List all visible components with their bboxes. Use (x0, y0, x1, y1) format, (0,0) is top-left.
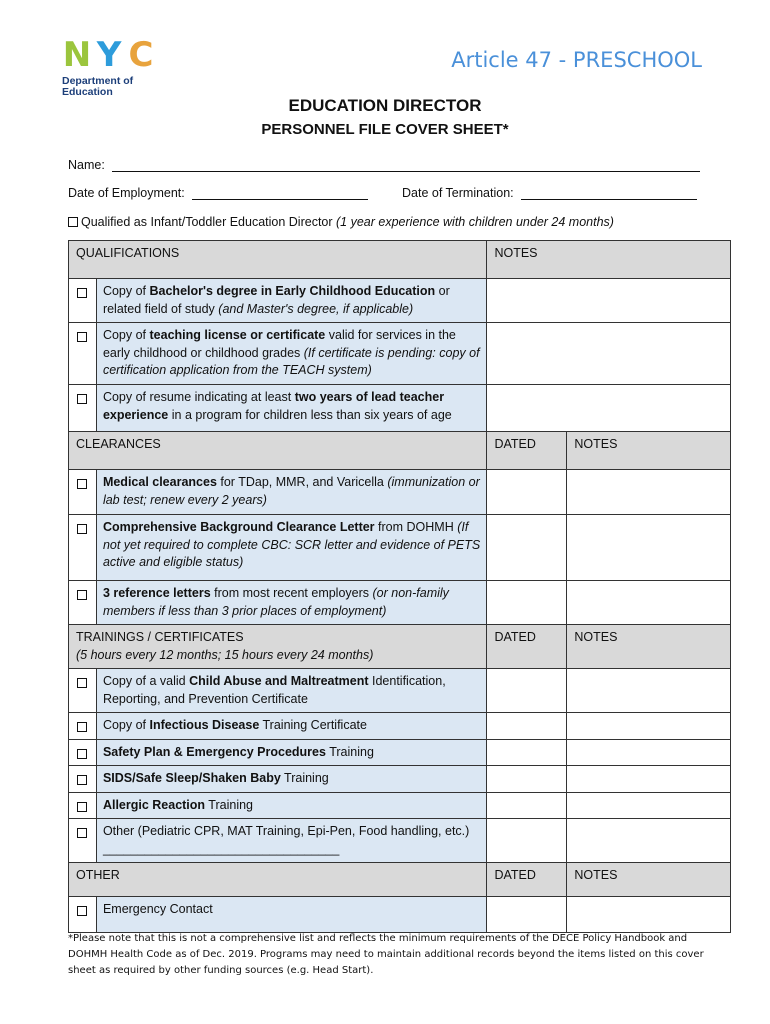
table-row (69, 766, 731, 793)
trainings-notes-header: NOTES (567, 625, 731, 669)
item-checkbox[interactable] (77, 479, 87, 489)
item-text-c: or related field of study (102, 284, 450, 316)
item-text-c: Training Certificate (259, 718, 367, 732)
article-heading: Article 47 - PRESCHOOL (451, 48, 702, 72)
item-text-c: valid for services in the early childhood or childhood grades (102, 328, 456, 360)
item-checkbox-cell[interactable] (69, 766, 97, 793)
dated-cell[interactable] (487, 470, 567, 515)
item-text-italic: (If not yet required to complete CBC: SCR letter and evidence of PETS active and eligible status) (102, 520, 481, 569)
item-checkbox-cell[interactable] (69, 279, 97, 323)
table-row (69, 897, 731, 933)
item-text-c: from most recent employers (210, 586, 373, 600)
item-checkbox[interactable] (77, 332, 87, 342)
item-text-bold: Child Abuse and Maltreatment (189, 674, 369, 688)
notes-cell[interactable] (567, 766, 731, 793)
item-checkbox-cell[interactable] (69, 323, 97, 385)
item-checkbox-cell[interactable] (69, 385, 97, 432)
notes-cell[interactable] (487, 323, 731, 385)
trainings-header: TRAININGS / CERTIFICATES (5 hours every 12 months; 15 hours every 24 months) (69, 625, 487, 669)
dated-cell[interactable] (487, 713, 567, 740)
notes-cell[interactable] (567, 819, 731, 863)
clearances-header-row (69, 432, 731, 470)
item-text-bold: teaching license or certificate (149, 328, 326, 342)
item-description (96, 819, 487, 863)
table-row (69, 385, 731, 432)
item-description (96, 713, 487, 740)
qualified-label: Qualified as Infant/Toddler Education Director (81, 215, 333, 229)
item-checkbox-cell[interactable] (69, 470, 97, 515)
other-header: OTHER (69, 863, 487, 897)
document-subtitle: PERSONNEL FILE COVER SHEET* (261, 121, 509, 138)
employment-date-field[interactable] (192, 188, 368, 200)
footnote: *Please note that this is not a comprehensive list and reflects the minimum requirements of the DECE Policy Handbook and DOHMH Health Code as of Dec. 2019. Programs may need to maintain additional records beyond the items listed on this cover sheet as required by other funding sources (e.g. Head Start). (68, 933, 704, 976)
dated-cell[interactable] (487, 739, 567, 766)
qualifications-notes-header: NOTES (487, 241, 731, 279)
item-checkbox[interactable] (77, 722, 87, 732)
dated-cell[interactable] (487, 819, 567, 863)
notes-cell[interactable] (567, 897, 731, 933)
notes-cell[interactable] (567, 713, 731, 740)
item-text-bold: Bachelor's degree in Early Childhood Education (149, 284, 436, 298)
notes-cell[interactable] (567, 515, 731, 581)
name-field[interactable] (112, 160, 700, 172)
item-text-bold: 3 reference letters (102, 586, 211, 600)
item-text-c: for TDap, MMR, and Varicella (216, 475, 388, 489)
item-text-a: Other (Pediatric CPR, MAT Training, Epi-Pen, Food handling, etc.) (102, 824, 470, 838)
table-row (69, 739, 731, 766)
dated-cell[interactable] (487, 581, 567, 625)
termination-field-row (402, 186, 697, 200)
notes-cell[interactable] (567, 739, 731, 766)
trainings-dated-header: DATED (487, 625, 567, 669)
termination-date-field[interactable] (521, 188, 697, 200)
logo-letter-c: C (128, 35, 154, 75)
item-checkbox[interactable] (77, 590, 87, 600)
item-checkbox[interactable] (77, 802, 87, 812)
qualifications-header-row (69, 241, 731, 279)
dated-cell[interactable] (487, 669, 567, 713)
employment-label: Date of Employment: (68, 186, 185, 200)
item-checkbox[interactable] (77, 524, 87, 534)
item-checkbox-cell[interactable] (69, 713, 97, 740)
item-text-c: Identification, Reporting, and Prevention Certificate (102, 674, 446, 706)
item-text-bold: Infectious Disease (149, 718, 260, 732)
table-row (69, 515, 731, 581)
table-row (69, 669, 731, 713)
table-row (69, 792, 731, 819)
item-checkbox[interactable] (77, 288, 87, 298)
other-header-row (69, 863, 731, 897)
item-text-c: in a program for children less than six years of age (168, 407, 452, 422)
item-description (96, 739, 487, 766)
dated-cell[interactable] (487, 515, 567, 581)
item-text-italic: (immunization or lab test; renew every 2 years) (102, 475, 480, 507)
item-text-a: Copy of (102, 284, 150, 298)
item-text-italic: (If certificate is pending: copy of certification application from the TEACH system) (102, 345, 480, 377)
item-text-bold: Medical clearances (102, 475, 217, 489)
item-description (96, 792, 487, 819)
table-row (69, 279, 731, 323)
item-description (96, 515, 487, 581)
item-description (96, 669, 487, 713)
logo-department-line: Department of (62, 75, 134, 87)
item-checkbox-cell[interactable] (69, 515, 97, 581)
other-dated-header: DATED (487, 863, 567, 897)
item-text-c: Training (280, 771, 329, 785)
nyc-doe-logo (62, 35, 162, 98)
item-checkbox[interactable] (77, 906, 87, 916)
table-row (69, 581, 731, 625)
item-checkbox[interactable] (77, 394, 87, 404)
notes-cell[interactable] (567, 792, 731, 819)
dated-cell[interactable] (487, 897, 567, 933)
notes-cell[interactable] (567, 470, 731, 515)
item-text-a: Copy of a valid (102, 674, 190, 688)
logo-letter-n: N (62, 35, 92, 75)
notes-cell[interactable] (487, 279, 731, 323)
logo-letter-y: Y (96, 35, 122, 75)
item-description (96, 279, 487, 323)
table-row (69, 713, 731, 740)
item-checkbox[interactable] (77, 749, 87, 759)
item-description (96, 581, 487, 625)
item-checkbox-cell[interactable] (69, 819, 97, 863)
item-text-bold: Safety Plan & Emergency Procedures (102, 744, 326, 759)
item-text-bold: Comprehensive Background Clearance Letter (102, 520, 375, 534)
qualified-note: (1 year experience with children under 24 months) (336, 215, 614, 229)
item-checkbox-cell[interactable] (69, 792, 97, 819)
qualifications-header: QUALIFICATIONS (69, 241, 487, 279)
item-text-c: from DOHMH (374, 520, 458, 534)
item-description (96, 470, 487, 515)
item-checkbox[interactable] (77, 678, 87, 688)
dated-cell[interactable] (487, 792, 567, 819)
item-checkbox-cell[interactable] (69, 739, 97, 766)
dated-cell[interactable] (487, 766, 567, 793)
name-field-row (68, 158, 700, 172)
item-text-c: Training (325, 744, 374, 759)
nyc-wordmark (62, 35, 162, 75)
item-text-bold: Allergic Reaction (102, 797, 206, 812)
table-row (69, 819, 731, 863)
item-text-bold: SIDS/Safe Sleep/Shaken Baby (102, 771, 281, 785)
other-notes-header: NOTES (567, 863, 731, 897)
item-text-italic: (or non-family members if less than 3 prior places of employment) (102, 586, 449, 618)
trainings-subheader: (5 hours every 12 months; 15 hours every 24 months) (76, 647, 374, 662)
table-row (69, 323, 731, 385)
clearances-header: CLEARANCES (69, 432, 487, 470)
item-checkbox[interactable] (77, 828, 87, 838)
termination-label: Date of Termination: (402, 186, 514, 200)
notes-cell[interactable] (567, 581, 731, 625)
item-description (96, 766, 487, 793)
item-text-italic: (and Master's degree, if applicable) (218, 301, 414, 316)
document-title: EDUCATION DIRECTOR (288, 96, 482, 115)
item-description (96, 385, 487, 432)
clearances-dated-header: DATED (487, 432, 567, 470)
notes-cell[interactable] (487, 385, 731, 432)
trainings-header-row (69, 625, 731, 669)
logo-education-line: Education (62, 86, 113, 98)
item-checkbox[interactable] (77, 775, 87, 785)
name-label: Name: (68, 158, 105, 172)
notes-cell[interactable] (567, 669, 731, 713)
item-description (96, 323, 487, 385)
employment-field-row (68, 186, 368, 200)
item-text-a: Copy of (102, 328, 150, 342)
item-text-c: Training (205, 797, 254, 812)
item-text-a: Emergency Contact (102, 902, 213, 916)
clearances-notes-header: NOTES (567, 432, 731, 470)
item-text-blank: __________________________________ (102, 841, 340, 856)
item-description (96, 897, 487, 933)
item-text-a: Copy of (102, 718, 150, 732)
checklist-table (68, 240, 731, 933)
item-text-a: Copy of resume indicating at least (102, 390, 295, 404)
item-checkbox-cell[interactable] (69, 581, 97, 625)
item-text-bold: two years of lead teacher experience (102, 390, 445, 422)
item-checkbox-cell[interactable] (69, 897, 97, 933)
qualified-checkbox[interactable] (68, 217, 78, 227)
table-row (69, 470, 731, 515)
qualified-row (68, 215, 614, 229)
item-checkbox-cell[interactable] (69, 669, 97, 713)
